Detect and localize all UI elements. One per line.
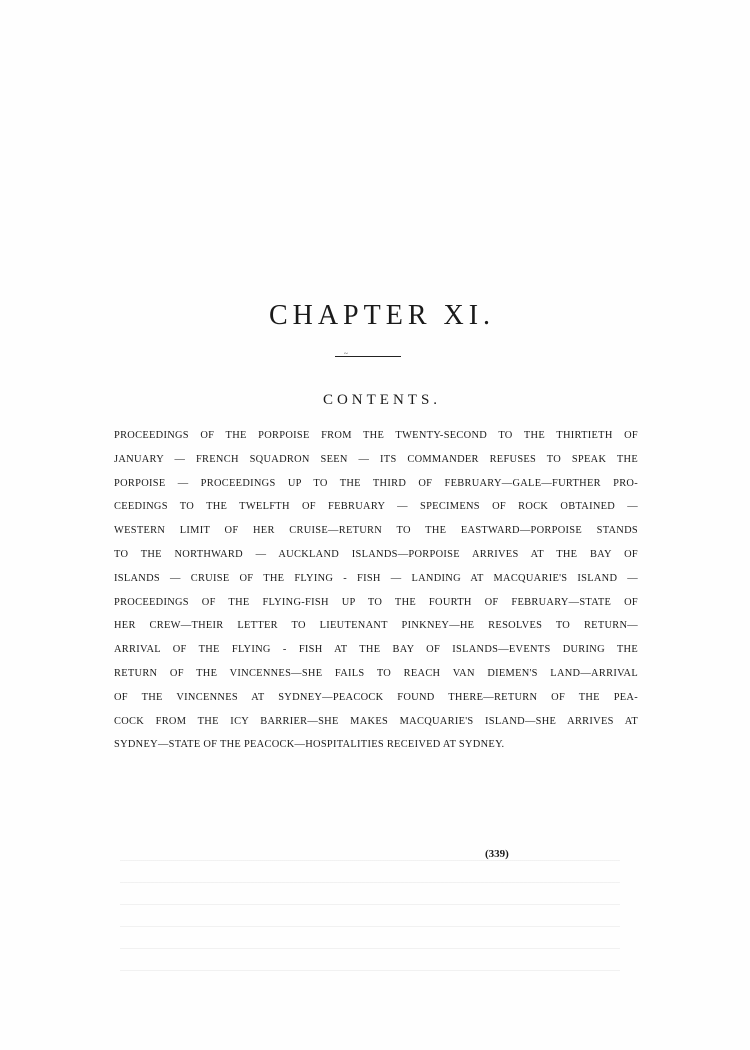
summary-line: ISLANDS — CRUISE OF THE FLYING - FISH — LANDING AT MACQUARIE'S ISLAND — [114, 572, 638, 584]
summary-line: HER CREW—THEIR LETTER TO LIEUTENANT PINKNEY—HE RESOLVES TO RETURN— [114, 620, 638, 632]
summary-line: ARRIVAL OF THE FLYING - FISH AT THE BAY OF ISLANDS—EVENTS DURING THE [114, 644, 638, 656]
page-number: (339) [485, 848, 509, 860]
summary-line: CEEDINGS TO THE TWELFTH OF FEBRUARY — SPECIMENS OF ROCK OBTAINED — [114, 501, 638, 513]
summary-line: JANUARY — FRENCH SQUADRON SEEN — ITS COMMANDER REFUSES TO SPEAK THE [114, 453, 638, 465]
chapter-summary [114, 424, 638, 757]
summary-line: COCK FROM THE ICY BARRIER—SHE MAKES MACQUARIE'S ISLAND—SHE ARRIVES AT [114, 715, 638, 727]
show-through-texture [120, 860, 620, 990]
summary-line: SYDNEY—STATE OF THE PEACOCK—HOSPITALITIES RECEIVED AT SYDNEY. [114, 739, 505, 751]
divider-ornament: ~ [344, 350, 348, 358]
contents-heading: CONTENTS. [322, 392, 442, 408]
summary-line: TO THE NORTHWARD — AUCKLAND ISLANDS—PORPOISE ARRIVES AT THE BAY OF [114, 548, 638, 560]
summary-line: PORPOISE — PROCEEDINGS UP TO THE THIRD OF FEBRUARY—GALE—FURTHER PRO- [114, 477, 638, 489]
summary-line: RETURN OF THE VINCENNES—SHE FAILS TO REACH VAN DIEMEN'S LAND—ARRIVAL [114, 667, 638, 679]
summary-line: PROCEEDINGS OF THE FLYING-FISH UP TO THE FOURTH OF FEBRUARY—STATE OF [114, 596, 638, 608]
chapter-title: CHAPTER XI. [268, 300, 496, 331]
summary-line: WESTERN LIMIT OF HER CRUISE—RETURN TO THE EASTWARD—PORPOISE STANDS [114, 525, 638, 537]
summary-line: OF THE VINCENNES AT SYDNEY—PEACOCK FOUND THERE—RETURN OF THE PEA- [114, 691, 638, 703]
summary-line: PROCEEDINGS OF THE PORPOISE FROM THE TWENTY-SECOND TO THE THIRTIETH OF [114, 430, 638, 441]
